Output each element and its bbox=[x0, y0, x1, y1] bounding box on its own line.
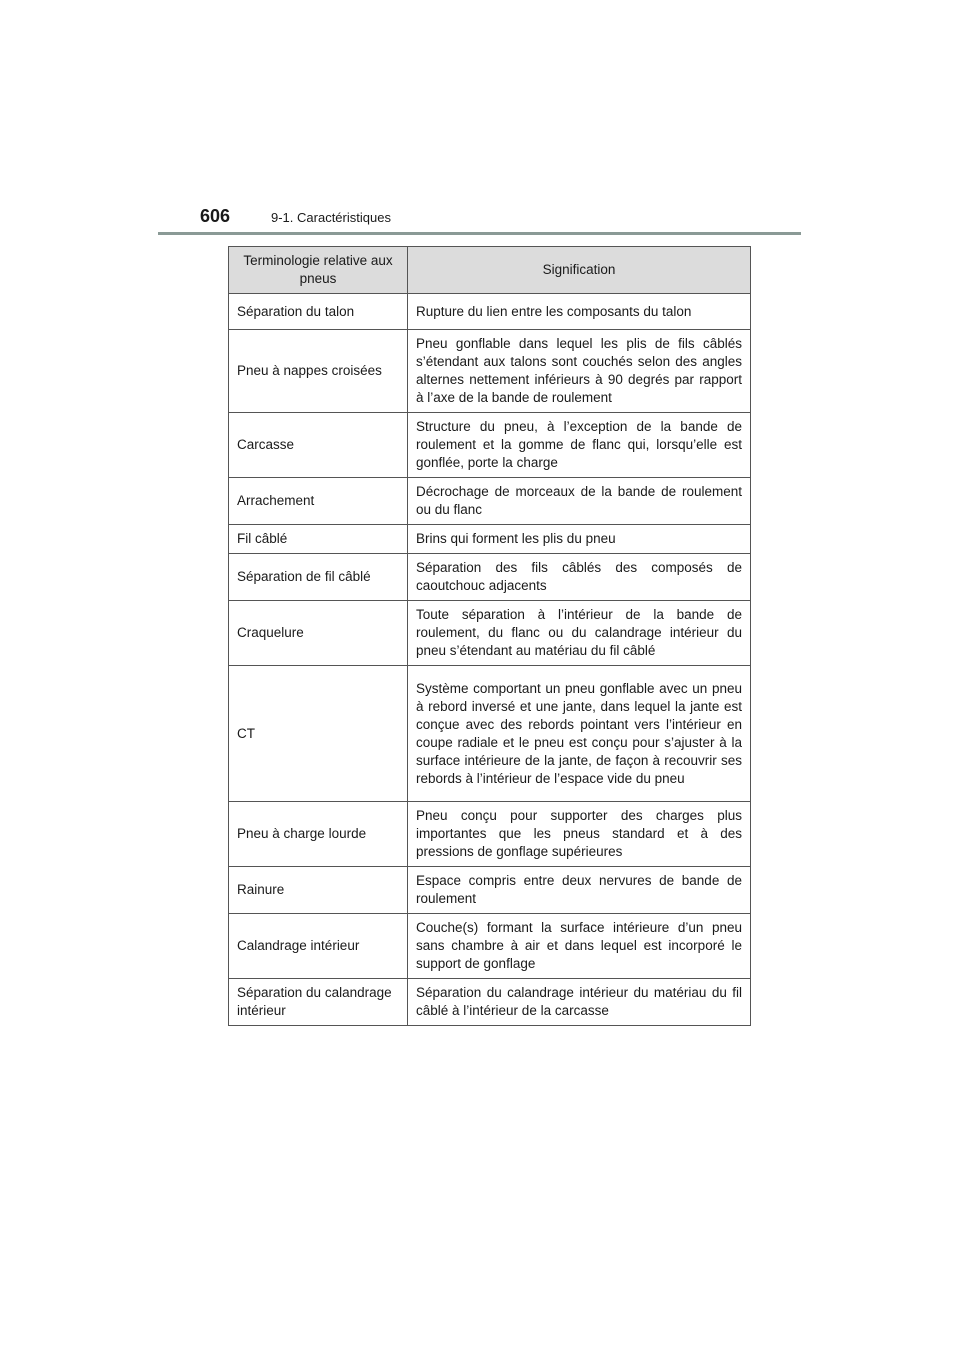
table-row bbox=[229, 601, 751, 666]
definition-cell: Brins qui forment les plis du pneu bbox=[408, 525, 751, 554]
definition-cell: Toute séparation à l’intérieur de la bande de roulement, du flanc ou du calandrage intérieur du pneu s’étendant au matériau du fil câblé bbox=[408, 601, 751, 666]
term-cell: Fil câblé bbox=[229, 525, 408, 554]
table-row bbox=[229, 554, 751, 601]
table-row bbox=[229, 867, 751, 914]
table-row bbox=[229, 802, 751, 867]
definition-cell: Séparation des fils câblés des composés de caoutchouc adjacents bbox=[408, 554, 751, 601]
definition-cell: Décrochage de morceaux de la bande de roulement ou du flanc bbox=[408, 478, 751, 525]
definition-cell: Système comportant un pneu gonflable avec un pneu à rebord inversé et une jante, dans lequel la jante est conçue avec des rebords pointant vers l’intérieur en coupe radiale et le pneu est conçu pour s’ajuster à la surface intérieure de la jante, de façon à recouvrir ses rebords à l’intérieur de l’espace vide du pneu bbox=[408, 666, 751, 802]
header-rule bbox=[158, 232, 801, 235]
term-cell: Craquelure bbox=[229, 601, 408, 666]
table-header-row bbox=[229, 247, 751, 294]
term-cell: Pneu à charge lourde bbox=[229, 802, 408, 867]
terminology-table bbox=[228, 246, 751, 1026]
definition-cell: Pneu gonflable dans lequel les plis de fils câblés s’étendant aux talons sont couchés selon des angles alternes nettement inférieurs à 90 degrés par rapport à l’axe de la bande de roulement bbox=[408, 330, 751, 413]
table-row bbox=[229, 478, 751, 525]
term-cell: Calandrage intérieur bbox=[229, 914, 408, 979]
term-cell: CT bbox=[229, 666, 408, 802]
table-row bbox=[229, 979, 751, 1026]
section-title: 9-1. Caractéristiques bbox=[271, 210, 391, 225]
table-row bbox=[229, 914, 751, 979]
definition-cell: Espace compris entre deux nervures de bande de roulement bbox=[408, 867, 751, 914]
term-cell: Séparation du talon bbox=[229, 294, 408, 330]
definition-cell: Pneu conçu pour supporter des charges plus importantes que les pneus standard et à des pressions de gonflage supérieures bbox=[408, 802, 751, 867]
definition-cell: Séparation du calandrage intérieur du matériau du fil câblé à l’intérieur de la carcasse bbox=[408, 979, 751, 1026]
column-header-meaning: Signification bbox=[408, 247, 751, 294]
table-row bbox=[229, 294, 751, 330]
page-number: 606 bbox=[200, 206, 231, 226]
table-row bbox=[229, 666, 751, 802]
column-header-term: Terminologie relative aux pneus bbox=[229, 247, 408, 294]
definition-cell: Couche(s) formant la surface intérieure d’un pneu sans chambre à air et dans lequel est incorporé le support de gonflage bbox=[408, 914, 751, 979]
term-cell: Rainure bbox=[229, 867, 408, 914]
table-row bbox=[229, 330, 751, 413]
page-header bbox=[200, 206, 800, 230]
table-row bbox=[229, 413, 751, 478]
definition-cell: Structure du pneu, à l’exception de la bande de roulement et la gomme de flanc qui, lorsqu’elle est gonflée, porte la charge bbox=[408, 413, 751, 478]
table-row bbox=[229, 525, 751, 554]
definition-cell: Rupture du lien entre les composants du talon bbox=[408, 294, 751, 330]
term-cell: Séparation de fil câblé bbox=[229, 554, 408, 601]
term-cell: Séparation du calandrage intérieur bbox=[229, 979, 408, 1026]
term-cell: Arrachement bbox=[229, 478, 408, 525]
term-cell: Carcasse bbox=[229, 413, 408, 478]
term-cell: Pneu à nappes croisées bbox=[229, 330, 408, 413]
